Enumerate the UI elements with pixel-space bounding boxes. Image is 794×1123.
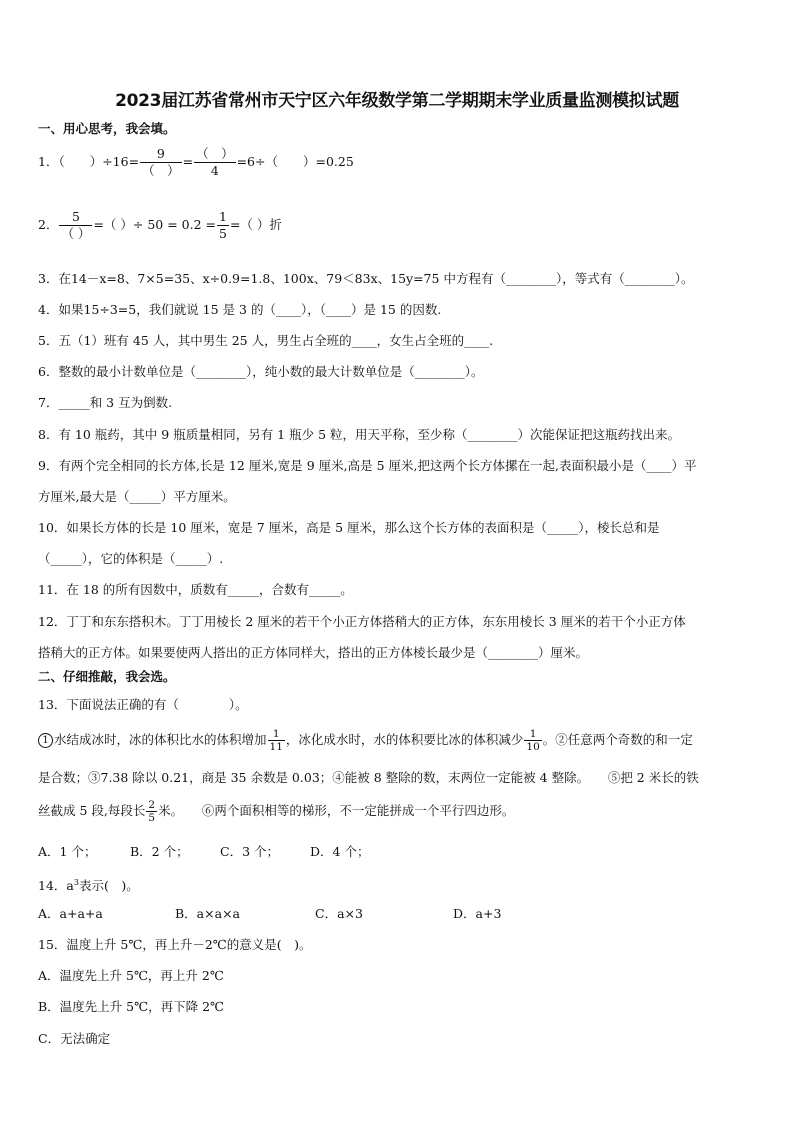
option-c: C．3 个； xyxy=(220,844,279,859)
question-11: 11．在 18 的所有因数中，质数有_____，合数有_____。 xyxy=(38,582,353,597)
q1-fraction-1: $\frac{9}{( )}$ xyxy=(142,146,180,178)
question-5: 5．五（1）班有 45 人，其中男生 25 人，男生占全班的____，女生占全班的____. xyxy=(38,333,494,348)
question-12-line-1: 12．丁丁和东东搭积木。丁丁用棱长 2 厘米的若干个小正方体搭稍大的正方体，东东用棱长 3 厘米的若干个小正方体 xyxy=(38,614,686,629)
question-7: 7．_____和 3 互为倒数. xyxy=(38,395,173,410)
q1-number: 1． xyxy=(38,154,59,169)
option-c: C．a×3 xyxy=(315,906,363,921)
section-2-heading: 二、仔细推敲，我会选。 xyxy=(38,669,176,684)
question-13-line-2: 是合数；③7.38 除以 0.21，商是 35 余数是 0.03；④能被 8 整除的数，末两位一定能被 4 整除。 ⑤把 2 米长的铁 xyxy=(38,770,699,785)
question-1: 1．（ ）÷16= $\frac{9}{( )}$ = $\frac{( )}{4}$ =6÷（ ）=0.25 xyxy=(38,146,354,178)
question-13-line-3: 丝截成 5 段,每段长 $\frac{2}{5}$ 米。 ⑥两个面积相等的梯形，不一定能拼成一个平行四边形。 xyxy=(38,799,515,824)
question-10-line-1: 10．如果长方体的长是 10 厘米，宽是 7 厘米，高是 5 厘米，那么这个长方体的表面积是（_____），棱长总和是 xyxy=(38,520,660,535)
option-a: A．1 个； xyxy=(38,844,97,859)
option-b: B．a×a×a xyxy=(175,906,240,921)
question-2 xyxy=(38,209,282,242)
question-14-stem: 14．$a^3$表示( )。 xyxy=(38,878,139,894)
q13-fraction-2: $\frac{1}{10}$ xyxy=(526,728,540,753)
option-d: D．4 个； xyxy=(310,844,370,859)
q2-part-b: =（ ）折 xyxy=(229,217,282,232)
q2-fraction-1: $\frac{5}{( )}$ xyxy=(61,209,91,241)
q1-fraction-2: $\frac{( )}{4}$ xyxy=(196,146,234,178)
q1-part-a: （ ）÷16= xyxy=(58,154,140,169)
q1-part-b: =6÷（ ）=0.25 xyxy=(236,154,354,169)
question-15-option-c: C．无法确定 xyxy=(38,1031,111,1046)
q13-fraction-3: $\frac{2}{5}$ xyxy=(148,799,156,824)
question-13-options xyxy=(38,844,369,860)
section-1-heading: 一、用心思考，我会填。 xyxy=(38,121,176,136)
question-15-option-b: B．温度先上升 5℃，再下降 2℃ xyxy=(38,999,225,1014)
question-3: 3．在14－x=8、7×5=35、x÷0.9=1.8、100x、79＜83x、15y=75 中方程有（________），等式有（________）。 xyxy=(38,271,694,286)
question-9-line-2: 方厘米,最大是（_____）平方厘米。 xyxy=(38,489,236,504)
question-12-line-2: 搭稍大的正方体。如果要使两人搭出的正方体同样大，搭出的正方体棱长最少是（________）厘米。 xyxy=(38,645,589,660)
q13-fraction-1: $\frac{1}{11}$ xyxy=(269,728,283,753)
question-15-option-a: A．温度先上升 5℃，再上升 2℃ xyxy=(38,968,224,983)
question-6: 6．整数的最小计数单位是（________），纯小数的最大计数单位是（________）。 xyxy=(38,364,484,379)
question-14-options xyxy=(38,906,501,922)
q2-number: 2． xyxy=(38,217,59,232)
page-title: 2023届江苏省常州市天宁区六年级数学第二学期期末学业质量监测模拟试题 xyxy=(115,91,679,111)
option-d: D．a+3 xyxy=(453,906,502,921)
option-b: B．2 个； xyxy=(130,844,189,859)
question-8: 8．有 10 瓶药，其中 9 瓶质量相同，另有 1 瓶少 5 粒，用天平称，至少称（________）次能保证把这瓶药找出来。 xyxy=(38,427,681,442)
question-15-stem: 15．温度上升 5℃，再上升－2℃的意义是( )。 xyxy=(38,937,312,952)
question-4: 4．如果15÷3=5，我们就说 15 是 3 的（____），（____）是 15 的因数. xyxy=(38,302,442,317)
option-a: A．a+a+a xyxy=(38,906,103,921)
circled-number-1: 1 xyxy=(38,733,53,748)
question-13-stem: 13．下面说法正确的有（ ）。 xyxy=(38,697,248,712)
q2-fraction-2: $\frac{1}{5}$ xyxy=(218,209,227,241)
question-9-line-1: 9．有两个完全相同的长方体,长是 12 厘米,宽是 9 厘米,高是 5 厘米,把这两个长方体摞在一起,表面积最小是（____）平 xyxy=(38,458,697,473)
question-10-line-2: （_____），它的体积是（_____）. xyxy=(38,551,224,566)
question-13-line-1: 1 水结成冰时，冰的体积比水的体积增加 $\frac{1}{11}$ ，冰化成水时，水的体积要比冰的体积减少 $\frac{1}{10}$ 。②任意两个奇数的和一定 xyxy=(38,728,693,753)
q2-part-a: =（ ）÷ 50 = 0.2 = xyxy=(93,217,216,232)
